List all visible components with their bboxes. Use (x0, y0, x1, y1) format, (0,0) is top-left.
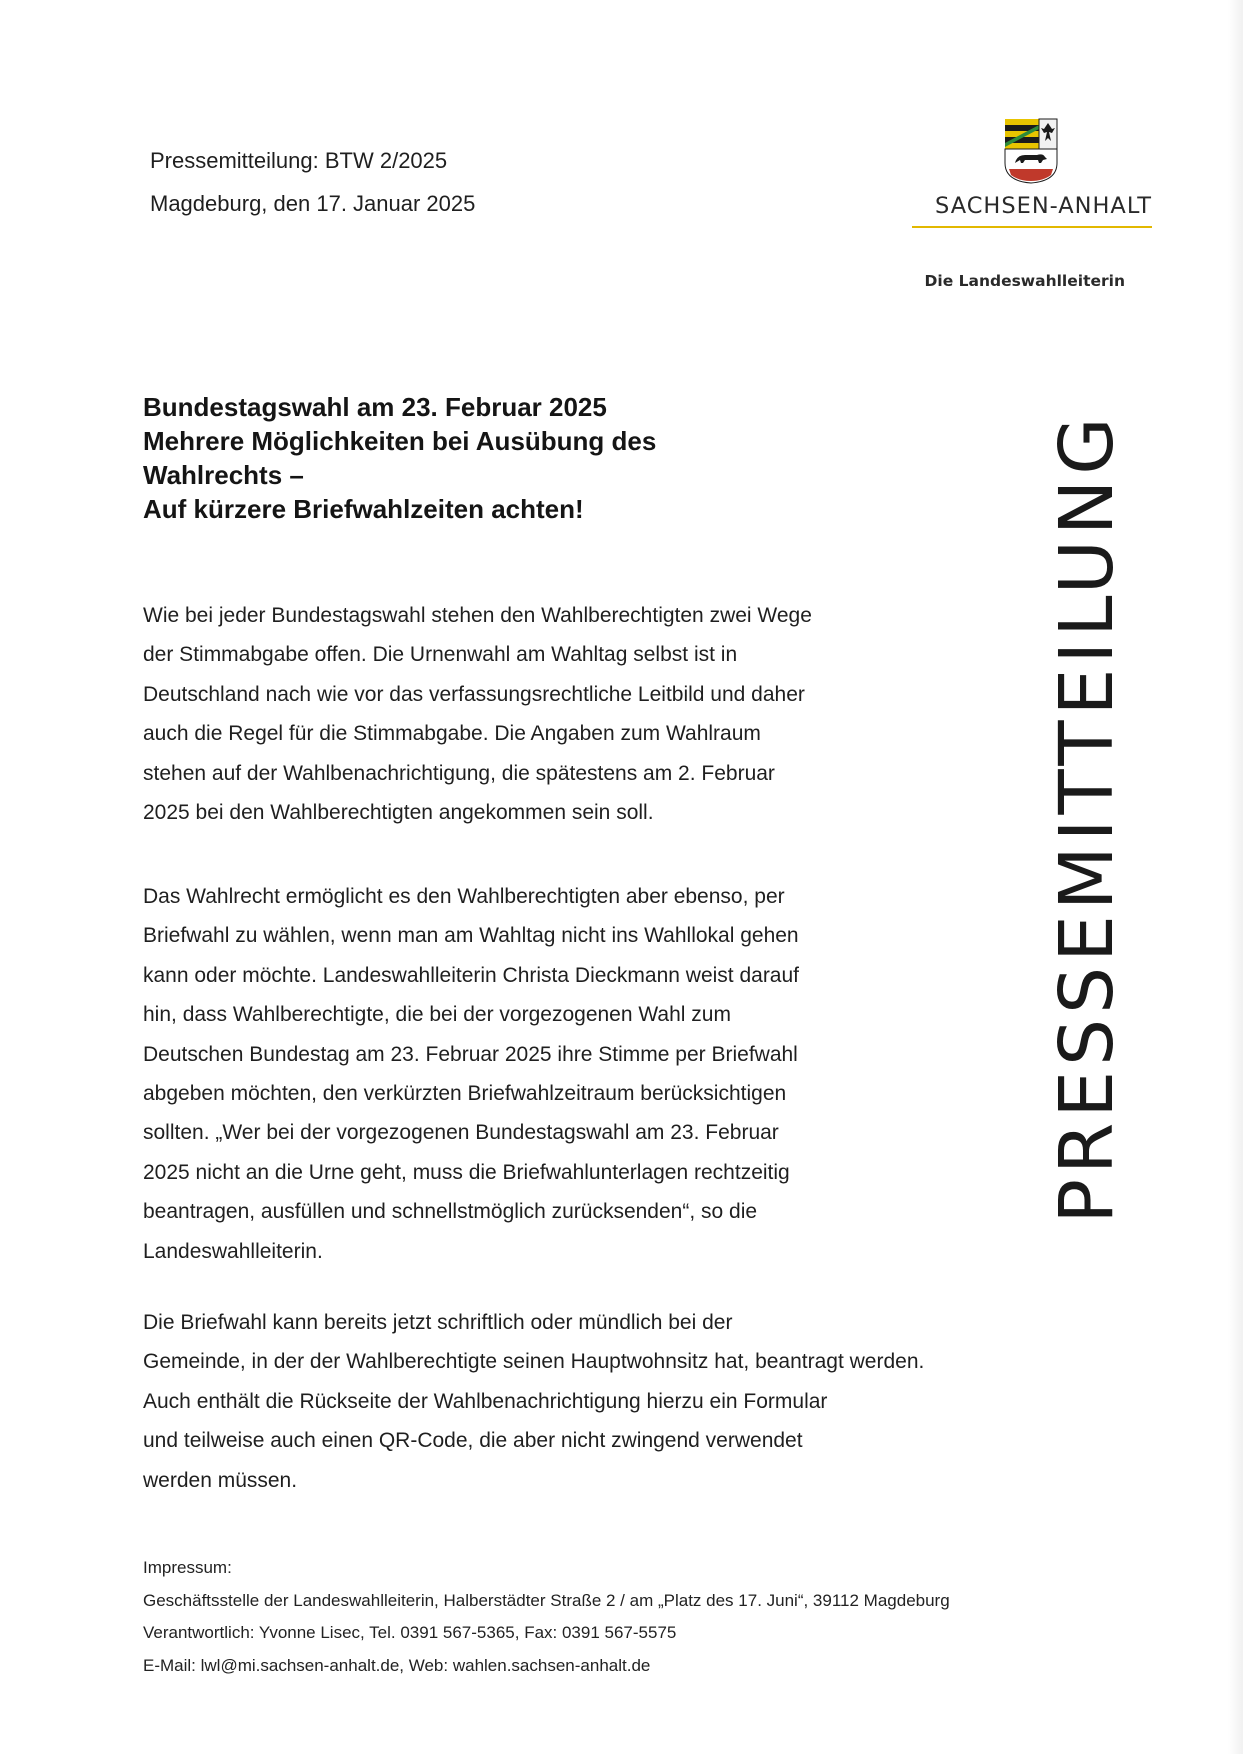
headline-line: Auf kürzere Briefwahlzeiten achten! (143, 494, 584, 524)
authority-name: Die Landeswahlleiterin (924, 272, 1125, 290)
imprint-line: Impressum: (143, 1558, 232, 1577)
paragraph-line: Deutschland nach wie vor das verfassungsrechtliche Leitbild und daher (143, 682, 805, 706)
coat-of-arms-icon (1003, 117, 1059, 185)
paragraph-line: Wie bei jeder Bundestagswahl stehen den Wahlberechtigten zwei Wege (143, 604, 812, 627)
place-date: Magdeburg, den 17. Januar 2025 (150, 191, 476, 216)
state-name: SACHSEN-ANHALT (935, 193, 1152, 219)
paragraph-line: sollten. „Wer bei der vorgezogenen Bundestagswahl am 23. Februar (143, 1121, 779, 1145)
paragraph-line: 2025 nicht an die Urne geht, muss die Briefwahlunterlagen rechtzeitig (143, 1160, 790, 1184)
paragraph-line: auch die Regel für die Stimmabgabe. Die Angaben zum Wahlraum (143, 722, 761, 746)
paragraph-3 (143, 1303, 1023, 1500)
paragraph-line: Deutschen Bundestag am 23. Februar 2025 ihre Stimme per Briefwahl (143, 1042, 798, 1066)
paragraph-line: Landeswahlleiterin. (143, 1239, 323, 1263)
headline-line: Wahlrechts – (143, 460, 304, 490)
paragraph-line: 2025 bei den Wahlberechtigten angekommen sein soll. (143, 801, 654, 825)
headline (143, 390, 843, 526)
paragraph-line: der Stimmabgabe offen. Die Urnenwahl am Wahltag selbst ist in (143, 643, 738, 667)
imprint-line: Geschäftsstelle der Landeswahlleiterin, Halberstädter Straße 2 / am „Platz des 17. Juni“, 39112 Magdeburg (143, 1590, 950, 1610)
headline-line: Bundestagswahl am 23. Februar 2025 (143, 392, 607, 422)
paragraph-2 (143, 877, 1023, 1271)
imprint-line: Verantwortlich: Yvonne Lisec, Tel. 0391 567-5365, Fax: 0391 567-5575 (143, 1623, 677, 1642)
imprint (143, 1552, 1093, 1682)
paragraph-line: hin, dass Wahlberechtigte, die bei der vorgezogenen Wahl zum (143, 1003, 731, 1027)
state-name-underline (912, 226, 1152, 228)
vertical-label-text: PRESSEMITTEILUNG (1044, 412, 1130, 1224)
paragraph-line: und teilweise auch einen QR-Code, die aber nicht zwingend verwendet (143, 1429, 803, 1453)
paragraph-line: Die Briefwahl kann bereits jetzt schriftlich oder mündlich bei der (143, 1311, 733, 1334)
paragraph-line: Gemeinde, in der der Wahlberechtigte seinen Hauptwohnsitz hat, beantragt werden. (143, 1350, 925, 1374)
paragraph-1 (143, 596, 1023, 832)
paragraph-line: stehen auf der Wahlbenachrichtigung, die spätestens am 2. Februar (143, 761, 775, 785)
imprint-line: E-Mail: lwl@mi.sachsen-anhalt.de, Web: wahlen.sachsen-anhalt.de (143, 1655, 651, 1675)
paragraph-line: Briefwahl zu wählen, wenn man am Wahltag nicht ins Wahllokal gehen (143, 924, 799, 948)
headline-line: Mehrere Möglichkeiten bei Ausübung des (143, 426, 657, 456)
paragraph-line: Auch enthält die Rückseite der Wahlbenachrichtigung hierzu ein Formular (143, 1389, 828, 1413)
scan-edge (1228, 0, 1243, 1754)
paragraph-line: werden müssen. (143, 1468, 298, 1492)
press-release-number: Pressemitteilung: BTW 2/2025 (150, 148, 448, 173)
paragraph-line: Das Wahlrecht ermöglicht es den Wahlberechtigten aber ebenso, per (143, 885, 785, 908)
paragraph-line: kann oder möchte. Landeswahlleiterin Christa Dieckmann weist darauf (143, 963, 800, 987)
paragraph-line: beantragen, ausfüllen und schnellstmöglich zurücksenden“, so die (143, 1200, 758, 1224)
paragraph-line: abgeben möchten, den verkürzten Briefwahlzeitraum berücksichtigen (143, 1082, 787, 1106)
